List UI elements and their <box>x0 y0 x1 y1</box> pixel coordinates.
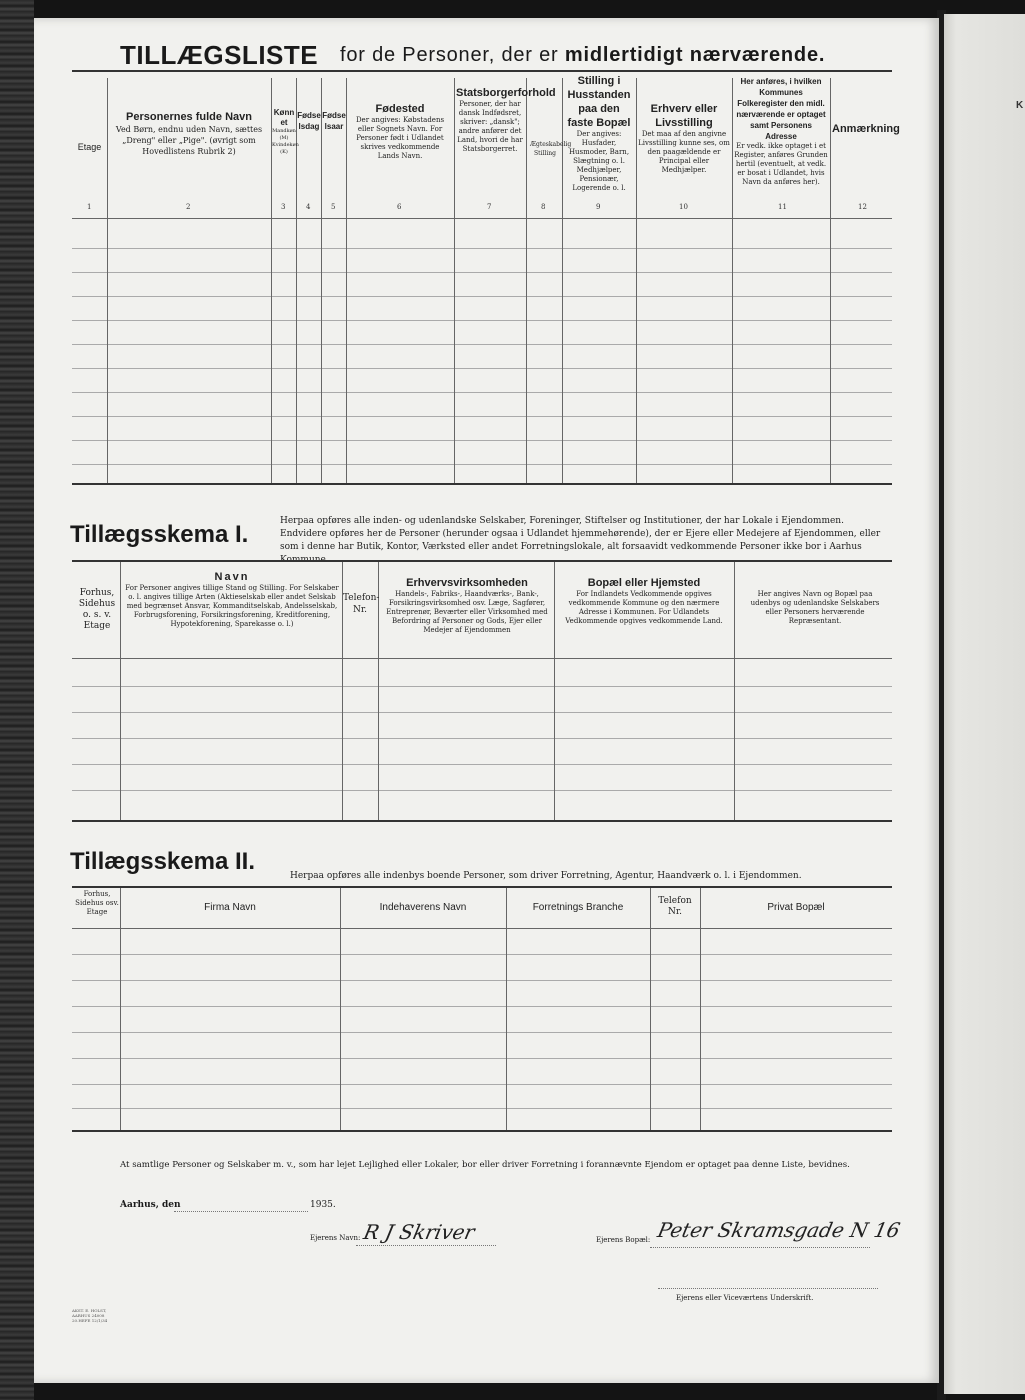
col-num-12: 12 <box>858 203 867 211</box>
col-num-4: 4 <box>306 203 311 211</box>
col-num-3: 3 <box>281 203 286 211</box>
skema1-col-etage-head: Forhus, Sidehus o. s. v. Etage <box>78 588 116 631</box>
footer-place: Aarhus, den <box>120 1200 181 1210</box>
signature-caption: Ejerens eller Viceværtens Underskrift. <box>676 1294 814 1302</box>
printer-imprint: AKST. E. HOLST, AARHUS 24008 20.HEFE 12/1/34 <box>72 1308 108 1323</box>
book-binding <box>0 0 34 1400</box>
col-statsborger-head: Statsborgerforhold Personer, der har dansk Indfødsret, skriver: „dansk"; andre anfører det Land, hvori de har Statsborgerret. <box>456 87 556 153</box>
col-fodested-head: Fødested Der angives: Købstadens eller Sognets Navn. For Personer født i Udlandet skrives vedkommende Lands Navn. <box>355 103 445 160</box>
col-etage-head: Etage <box>77 142 102 152</box>
skema2-title: Tillægsskema II. <box>70 848 255 875</box>
footer-statement: At samtlige Personer og Selskaber m. v., som har lejet Lejlighed eller Lokaler, bor eller driver Forretning i forannævnte Ejendom er optaget paa denne Liste, bevidnes. <box>120 1160 850 1170</box>
col-kon-head: Kønnet Mandkøn (M) Kvindekøn (K) <box>272 108 299 155</box>
owner-address-handwriting: Peter Skramsgade N 16 <box>655 1218 903 1242</box>
col-num-8: 8 <box>541 203 546 211</box>
skema1-col-erhverv-head: Erhvervsvirksomheden Handels-, Fabriks-, Haandværks-, Bank-, Forsikringsvirksomhed osv. Læge, Sagfører, Entreprenør, Beværter eller Virksomhed med Befordring af Personer og Gods, Ejer eller Medejer af Ejendommen <box>386 577 548 634</box>
owner-address-label: Ejerens Bopæl: <box>596 1236 651 1244</box>
skema2-col-indehaver-head: Indehaverens Navn <box>379 902 467 913</box>
skema1-col-navn-head: Navn For Personer angives tillige Stand og Stilling. For Selskaber o. l. angives tillige Arten (Aktieselskab eller andet Selskab med begrænset Ansvar, Kommanditselskab, Andelsselskab, Forbrugsforening, Forsikringsforening, Kreditforening, Hypotekforening, Sparekasse o. l.) <box>125 571 339 628</box>
skema2-col-firma-head: Firma Navn <box>204 902 256 913</box>
skema2-col-telefon-head: Telefon Nr. <box>658 896 692 917</box>
next-page-letter: K <box>1016 100 1024 111</box>
col-fodselsdag-head: Fødselsdag <box>297 111 321 131</box>
next-page-edge <box>944 14 1025 1394</box>
owner-name-signature: R J Skriver <box>361 1220 477 1244</box>
col-anmaerkning-head: Anmærkning <box>832 123 900 135</box>
col-erhverv-head: Erhverv eller Livsstilling Det maa af den angivne Livsstilling kunne ses, om den paagældende er Principal eller Medhjælper. <box>638 103 730 174</box>
skema2-col-privat-head: Privat Bopæl <box>767 902 825 913</box>
col-num-1: 1 <box>87 203 92 211</box>
footer-year: 1935. <box>310 1200 336 1210</box>
skema1-col-bopael-head: Bopæl eller Hjemsted For Indlandets Vedkommende opgives vedkommende Kommune og den nærmere Adresse i Kommunen. For Udlandets Vedkommende opgives vedkommende Land. <box>565 577 723 625</box>
col-folkeregister-head: Her anføres, i hvilken Kommunes Folkeregister den midl. nærværende er optaget samt Personens Adresse Er vedk. ikke optaget i et Register, anføres Grunden hertil (eventuelt, at vedk. er bosat i Udlandet, hvis Navn da anføres her). <box>734 77 828 186</box>
skema2-note: Herpaa opføres alle indenbys boende Personer, som driver Forretning, Agentur, Haandværk o. l. i Ejendommen. <box>290 871 802 881</box>
col-num-6: 6 <box>397 203 402 211</box>
skema1-col-telefon-head: Telefon-Nr. <box>343 593 380 615</box>
form-page <box>34 18 939 1383</box>
col-num-7: 7 <box>487 203 492 211</box>
col-stilling-head: Stilling i Husstanden paa den faste Bopæl Der angives: Husfader, Husmoder, Barn, Slægtning o. l. Medhjælper, Pensionær, Logerende o. l. <box>567 75 631 192</box>
col-num-5: 5 <box>331 203 336 211</box>
owner-name-label: Ejerens Navn: <box>310 1234 361 1242</box>
skema1-note: Herpaa opføres alle inden- og udenlandske Selskaber, Foreninger, Stiftelser og Institutioner, der har Lokale i Ejendommen. Endvidere opføres her de Personer (herunder ogsaa i Udlandet hjemmehørende), der er Ejere eller Medejere af Ejendommen, eller som i denne har Butik, Kontor, Værksted eller andet Forretningslokale, alt forsaavidt vedkommende Personer ikke bor i Aarhus Kommune. <box>280 516 881 565</box>
skema1-col-repraesentant-head: Her angives Navn og Bopæl paa udenbys og udenlandske Selskabers eller Personers herværende Repræsentant. <box>750 590 880 625</box>
skema1-title: Tillægsskema I. <box>70 521 249 548</box>
col-num-11: 11 <box>778 203 787 211</box>
col-num-2: 2 <box>186 203 191 211</box>
form-subtitle <box>340 44 825 67</box>
col-fodselsaar-head: Fødselsaar <box>322 111 346 131</box>
form-subtitle-a: for de Personer, der er <box>340 44 559 66</box>
col-num-9: 9 <box>596 203 601 211</box>
form-title: TILLÆGSLISTE <box>120 40 319 70</box>
skema2-col-etage-head: Forhus, Sidehus osv. Etage <box>75 890 119 916</box>
col-num-10: 10 <box>679 203 688 211</box>
col-navn-head: Personernes fulde Navn Ved Børn, endnu uden Navn, sættes „Dreng" eller „Pige". (øvrigt som Hovedlistens Rubrik 2) <box>115 111 263 156</box>
skema2-col-branche-head: Forretnings Branche <box>532 902 624 913</box>
form-subtitle-b: midlertidigt nærværende. <box>564 44 826 66</box>
col-aegteskab-head: Ægteskabelig Stilling <box>530 141 572 157</box>
